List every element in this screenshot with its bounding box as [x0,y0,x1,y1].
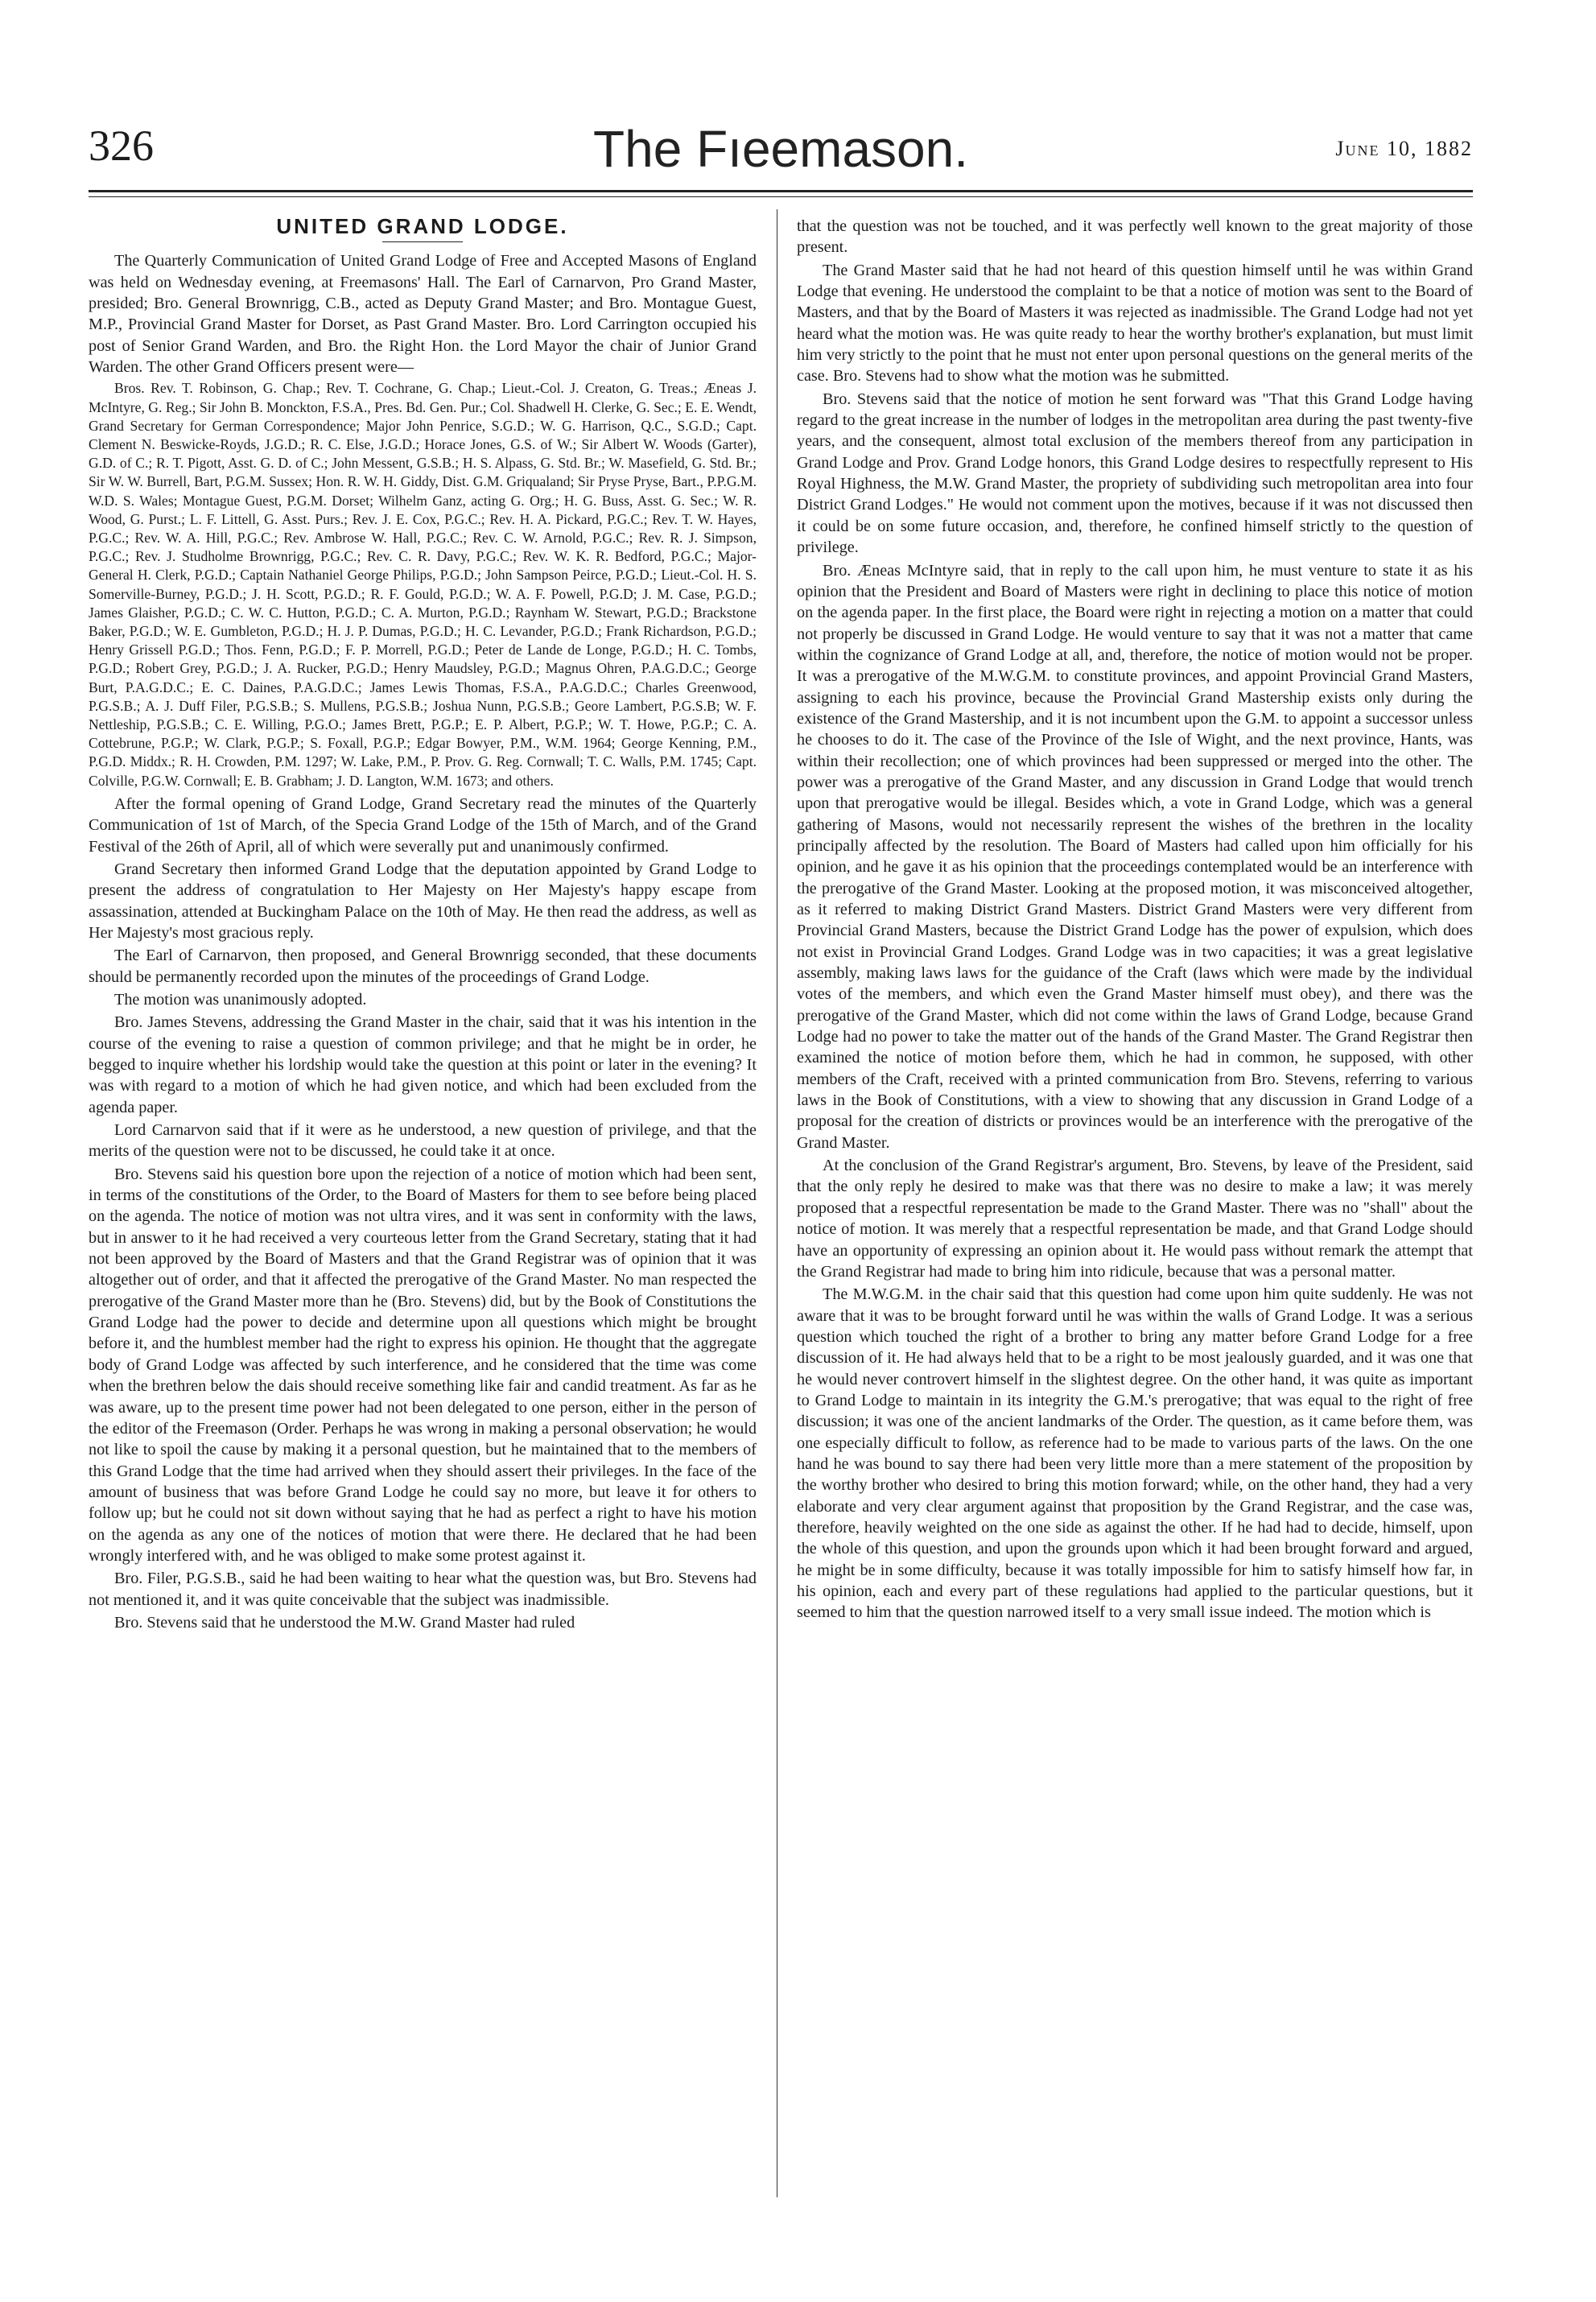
newspaper-page [89,121,1473,2230]
paragraph: At the conclusion of the Grand Registrar's argument, Bro. Stevens, by leave of the President, said that the only reply he desired to make was that there was no desire to make a law; it was merely proposed that a respectful representation be made to the Grand Master. There was no "shall" about the notice of motion. It was merely that a respectful representation be made, and that Grand Lodge should have an opportunity of expressing an opinion about it. He would pass without remark the attempt that the Grand Registrar had made to bring him into ridicule, because that was a personal matter. [797,1157,1473,1281]
title-rule [382,241,463,242]
paragraph: The motion was unanimously adopted. [114,990,367,1009]
paragraph: After the formal opening of Grand Lodge, Grand Secretary read the minutes of the Quarterly Communication of 1st of March, of the Specia Grand Lodge of the 15th of March, and of the Grand Festival of the 26th of April, all of which were severally put and unanimously confirmed. [89,794,757,856]
paragraph: that the question was not be touched, and it was perfectly well known to the great majority of those present. [797,217,1473,257]
paragraph: Bro. Stevens said his question bore upon the rejection of a notice of motion which had been sent, in terms of the constitutions of the Order, to the Board of Masters for them to see before being placed on the agenda. The notice of motion was not ultra vires, and it was sent in conformity with the laws, but in answer to it he had received a very courteous letter from the Grand Secretary, stating that it had not been approved by the Board of Masters and that the Grand Registrar was of opinion that it was altogether out of order, and that it affected the prerogative of the Grand Master. No man respected the prerogative of the Grand Master more than he (Bro. Stevens) did, but by the Book of Constitutions the Grand Lodge had the power to decide and determine upon all questions which might be brought before it, and the humblest member had the right to express his opinion. He thought that the aggregate body of Grand Lodge was affected by such interference, and he considered that the time was come when the brethren below the dais should receive something like fair and candid treatment. As far as he was aware, up to the present time power had not been delegated to one person, either in the person of the editor of the Freemason (Order. Perhaps he was wrong in making a personal observation; he would not like to spoil the cause by making it a personal question, but he maintained that to the members of this Grand Lodge that the time had arrived when they should assert their privileges. In the face of the amount of business that was before Grand Lodge he could say no more, but leave it for others to follow up; but he could not sit down without saying that he had as perfect a right to have his motion on the agenda as any one of the notices of motion that were there. He declared that he had been wrongly interfered with, and he was obliged to make some protest against it. [89,1165,757,1565]
right-column [797,216,1473,1625]
header-rule-thin [89,196,1473,197]
paragraph: Bro. James Stevens, addressing the Grand Master in the chair, said that it was his intention in the course of the evening to raise a question of common privilege; and that he might be in order, he begged to inquire whether his lordship would take the question at this point or later in the evening? It was with regard to a motion of which he had given notice, and which had been excluded from the agenda paper. [89,1013,757,1116]
paragraph: Grand Secretary then informed Grand Lodge that the deputation appointed by Grand Lodge to present the address of congratulation to Her Majesty on Her Majesty's happy escape from assassination, attended at Buckingham Palace on the 10th of May. He then read the address, as well as Her Majesty's most gracious reply. [89,860,757,942]
paragraph: Bro. Filer, P.G.S.B., said he had been waiting to hear what the question was, but Bro. Stevens had not mentioned it, and it was quite conceivable that the subject was inadmissible. [89,1570,757,1609]
issue-date: June 10, 1882 [1335,137,1473,160]
paragraph: Bro. Æneas McIntyre said, that in reply to the call upon him, he must venture to state it as his opinion that the President and Board of Masters were right in declining to place this notice of motion on the agenda paper. In the first place, the Board were right in rejecting a motion on a matter that could not properly be discussed in Grand Lodge. He would venture to say that it was not a matter that came within the cognizance of Grand Lodge at all, and, therefore, the notice of motion would not be proper. It was a prerogative of the M.W.G.M. to constitute provinces, and appoint Provincial Grand Masters, assigning to each his province, because the Provincial Grand Mastership exists only during the existence of the Grand Mastership, and it is not incumbent upon the G.M. to appoint a successor unless he chooses to do it. The case of the Province of the Isle of Wight, and the next province, Hants, was within their recollection; one of which provinces had been suppressed or merged into the other. The power was a prerogative of the Grand Master, and any discussion in Grand Lodge that would trench upon that prerogative would be illegal. Besides which, a vote in Grand Lodge, which was a general gathering of Masons, would not necessarily represent the wishes of the brethren in the locality principally affected by the resolution. The Board of Masters had called upon him officially for his opinion, and he gave it as his opinion that the proceedings contemplated would be an interference with the prerogative of the Grand Master. Looking at the proposed motion, it was misconceived altogether, as it referred to making District Grand Masters. District Grand Masters were very different from Provincial Grand Masters, because the District Grand Lodge has the power of expulsion, which does not exist in Provincial Grand Lodges. Grand Lodge was in two capacities; it was a great legislative assembly, making laws laws for the guidance of the Craft (laws which were made by the individual votes of the members, and which even the Grand Master himself must obey), and there was the prerogative of the Grand Master, which did not come within the laws of Grand Lodge, because Grand Lodge had no power to take the matter out of the hands of the Grand Master. The Grand Registrar then examined the notice of motion before them, which he had in common, he supposed, with other members of the Craft, received with a printed communication from Bro. Stevens, referring to various laws in the Book of Constitutions, with a view to showing that any discussion in Grand Lodge of a proposal for the creation of districts or provinces would be an interference with the prerogative of the Grand Master. [797,561,1473,1152]
paragraph: Lord Carnarvon said that if it were as he understood, a new question of privilege, and that the merits of the question were not to be discussed, he could take it at once. [89,1121,757,1161]
masthead-title: The Fıeemason. [593,120,968,178]
paragraph: The M.W.G.M. in the chair said that this question had come upon him quite suddenly. He was not aware that it was to be brought forward until he was within the walls of Grand Lodge. It was a serious question which touched the right of a brother to bring any matter before Grand Lodge for a free discussion of it. He had always held that to be a right to be most jealously guarded, and it was one that he would never controvert himself in the slightest degree. On the other hand, it was quite as important to Grand Lodge to maintain in its integrity the G.M.'s prerogative; that was equal to the right of free discussion; it was one of the ancient landmarks of the Order. The question, as it came before them, was one especially difficult to follow, as reference had to be made to various parts of the laws. On the one hand he was bound to say there had been very little more than a mere statement of the proposition by the worthy brother who desired to bring this motion forward; while, on the other hand, they had a very elaborate and very clear argument against that proposition by the Grand Registrar, and the case was, therefore, heavily weighted on the one side as against the other. If he had had to decide, himself, upon the whole of this question, and upon the grounds upon which it had been brought forward and argued, he might be in some difficulty, because it was totally impossible for him to satisfy himself how far, in his opinion, each and every part of these regulations had applied to the particular questions, but it seemed to him that the question narrowed itself to a very small issue indeed. The motion which is [797,1285,1473,1622]
left-column [89,216,757,1635]
header-rule [89,190,1473,192]
paragraph: The Quarterly Communication of United Grand Lodge of Free and Accepted Masons of England was held on Wednesday evening, at Freemasons' Hall. The Earl of Carnarvon, Pro Grand Master, presided; Bro. General Brownrigg, C.B., acted as Deputy Grand Master; and Bro. Montague Guest, M.P., Provincial Grand Master for Dorset, as Past Grand Master. Bro. Lord Carrington occupied his post of Senior Grand Warden, and Bro. the Right Hon. the Lord Mayor the chair of Junior Grand Warden. The other Grand Officers present were— [89,252,757,377]
attendance-list: Bros. Rev. T. Robinson, G. Chap.; Rev. T. Cochrane, G. Chap.; Lieut.-Col. J. Creaton, G. Treas.; Æneas J. McIntyre, G. Reg.; Sir John B. Monckton, F.S.A., Pres. Bd. Gen. Pur.; Col. Shadwell H. Clerke, G. Sec.; E. E. Wendt, Grand Secretary for German Correspondence; Major John Penrice, S.G.D.; W. G. Harrison, Q.C., S.G.D.; Capt. Clement N. Beswicke-Royds, J.G.D.; R. C. Else, J.G.D.; Horace Jones, G.S. of W.; Sir Albert W. Woods (Garter), G.D. of C.; R. T. Pigott, Asst. G. D. of C.; John Messent, G.S.B.; H. S. Alpass, G. Std. Br.; W. Masefield, G. Std. Br.; Sir W. W. Burrell, Bart, P.G.M. Sussex; Hon. R. W. H. Giddy, Dist. G.M. Griqualand; Sir Pryse Pryse, Bart., P.P.G.M. W.D. S. Wales; Montague Guest, P.G.M. Dorset; Wilhelm Ganz, acting G. Org.; H. G. Buss, Asst. G. Sec.; W. R. Wood, G. Purst.; L. F. Littell, G. Asst. Purs.; Rev. J. E. Cox, P.G.C.; Rev. H. A. Pickard, P.G.C.; Rev. T. W. Hayes, P.G.C.; Rev. W. A. Hill, P.G.C.; Rev. Ambrose W. Hall, P.G.C.; Rev. C. W. Arnold, P.G.C.; Rev. R. J. Simpson, P.G.C.; Rev. J. Studholme Brownrigg, P.G.C.; Rev. C. R. Davy, P.G.C.; Rev. W. K. R. Bedford, P.G.C.; Major-General H. Clerk, P.G.D.; Captain Nathaniel George Philips, P.G.D.; John Sampson Peirce, P.G.D.; Lieut.-Col. H. S. Somerville-Burney, P.G.D.; J. H. Scott, P.G.D.; R. F. Gould, P.G.D.; W. A. F. Powell, P.G.D; J. M. Case, P.G.D.; James Glaisher, P.G.D.; C. W. C. Hutton, P.G.D.; C. A. Murton, P.G.D.; Raynham W. Stewart, P.G.D.; Brackstone Baker, P.G.D.; W. E. Gumbleton, P.G.D.; H. J. P. Dumas, P.G.D.; H. C. Levander, P.G.D.; Frank Richardson, P.G.D.; Henry Grissell P.G.D.; Thos. Fenn, P.G.D.; F. P. Morrell, P.G.D.; Peter de Lande de Longe, P.G.D.; H. C. Tombs, P.G.D.; Robert Grey, P.G.D.; J. A. Rucker, P.G.D.; Henry Maudsley, P.G.D.; Magnus Ohren, P.A.G.D.C.; George Burt, P.A.G.D.C.; E. C. Daines, P.A.G.D.C.; James Lewis Thomas, F.S.A., P.A.G.D.C.; Charles Greenwood, P.G.S.B.; A. J. Duff Filer, P.G.S.B.; S. Mullens, P.G.S.B.; Joshua Nunn, P.G.S.B.; Geore Lambert, P.G.S.B; W. F. Nettleship, P.G.S.B.; C. E. Willing, P.G.O.; James Brett, P.G.P.; E. P. Albert, P.G.P.; W. T. Howe, P.G.P.; C. A. Cottebrune, P.G.P.; W. Clark, P.G.P.; S. Foxall, P.G.P.; Edgar Bowyer, P.M., W.M. 1964; George Kenning, P.M., P.G.D. Middx.; R. H. Crowden, P.M. 1297; W. Lake, P.M., P. Prov. G. Reg. Cornwall; T. C. Walls, P.M. 1745; Capt. Colville, P.G.W. Cornwall; E. B. Grabham; J. D. Langton, W.M. 1673; and others. [89,380,757,789]
paragraph: The Grand Master said that he had not heard of this question himself until he was within Grand Lodge that evening. He understood the complaint to be that a notice of motion was sent to the Board of Masters, and that by the Board of Masters it was rejected as inadmissible. The Grand Lodge had not yet heard what the motion was. He was quite ready to hear the worthy brother's explanation, but must limit him very strictly to the point that he must not enter upon personal questions on the general merits of the case. Bro. Stevens had to show what the motion was he submitted. [797,261,1473,386]
paragraph: Bro. Stevens said that the notice of motion he sent forward was "That this Grand Lodge having regard to the great increase in the number of lodges in the metropolitan area during the past twenty-five years, and the consequent, almost total exclusion of the members thereof from any participation in Grand Lodge and Prov. Grand Lodge honors, this Grand Lodge desires to respectfully represent to His Royal Highness, the M.W. Grand Master, the propriety of subdividing such metropolitan area into four District Grand Lodges." He would not comment upon the motives, because if it was not discussed then it could be on some future occasion, and, therefore, he confined himself strictly to the question of privilege. [797,390,1473,557]
paragraph: Bro. Stevens said that he understood the M.W. Grand Master had ruled [114,1613,575,1632]
paragraph: The Earl of Carnarvon, then proposed, and General Brownrigg seconded, that these documents should be permanently recorded upon the minutes of the proceedings of Grand Lodge. [89,947,757,986]
page-number: 326 [89,122,154,170]
page-header [89,121,1473,185]
article-title: UNITED GRAND LODGE. [276,214,569,238]
